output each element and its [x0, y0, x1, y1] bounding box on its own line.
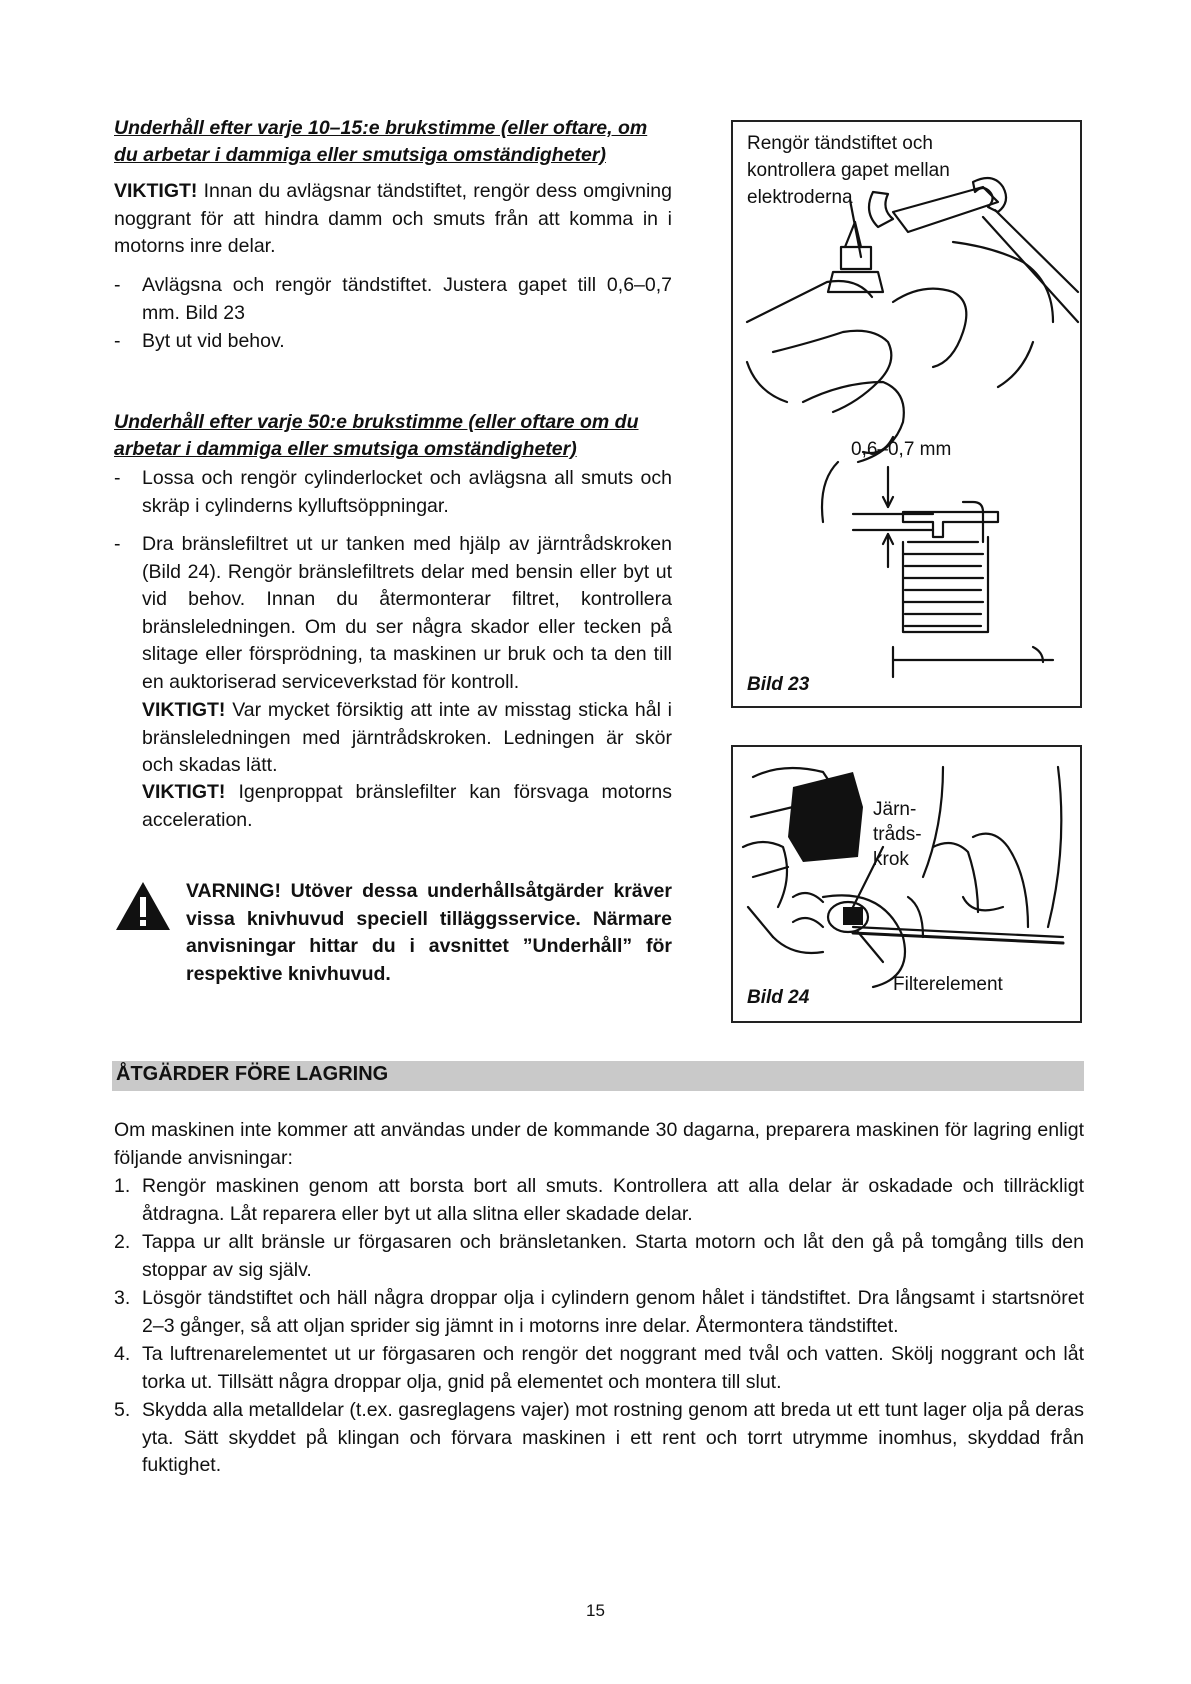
- page-number: 15: [586, 1601, 605, 1620]
- warning-text: VARNING! Utöver dessa underhållsåtgärder kräver vissa knivhuvud speciell tilläggsservice. Närmare anvisningar hittar du i avsnittet ”Underhåll” för respektive knivhuvud.: [186, 880, 672, 985]
- spark-plug-illustration: [733, 122, 1080, 706]
- section2-heading: Underhåll efter varje 50:e brukstimme (eller oftare om du arbetar i dammiga eller smutsiga omständigheter): [114, 411, 639, 460]
- list-item-text: Dra bränslefiltret ut ur tanken med hjälp av järntrådskroken (Bild 24). Rengör bränslefiltrets delar med bensin eller byt ut vid behov. Innan du återmonterar filtret, kontrollera bränsleledningen. Om du ser några skador eller tecken på slitage eller försprödning, ta maskinen ur bruk och ta den till en auktoriserad serviceverkstad för kontroll.: [142, 533, 672, 693]
- figure-23: [731, 120, 1082, 708]
- figure-24-label: Bild 24: [747, 987, 810, 1008]
- list-item: - Dra bränslefiltret ut ur tanken med hjälp av järntrådskroken (Bild 24). Rengör bränslefiltrets delar med bensin eller byt ut vid behov. Innan du återmonterar filtret, kontrollera bränsleledningen. Om du ser några skador eller tecken på slitage eller försprödning, ta maskinen ur bruk och ta den till en auktoriserad serviceverkstad för kontroll.: [114, 531, 672, 696]
- storage-step: 2. Tappa ur allt bränsle ur förgasaren och bränsletanken. Starta motorn och låt den gå på tomgång tills den stoppar av sig själv.: [114, 1229, 1084, 1284]
- section2-important-2: [142, 779, 672, 834]
- storage-step-text: Rengör maskinen genom att borsta bort all smuts. Kontrollera att alla delar är oskadade och tillräckligt åtdragna. Låt reparera eller byt ut alla slitna eller skadade delar.: [142, 1175, 1084, 1225]
- storage-step: 4. Ta luftrenarelementet ut ur förgasaren och rengör det noggrant med tvål och vatten. Skölj noggrant och låt torka ut. Tillsätt några droppar olja, gnid på elementet och montera till slut.: [114, 1341, 1084, 1396]
- important-label: VIKTIGT!: [142, 781, 226, 803]
- list-item-text: Lossa och rengör cylinderlocket och avlägsna all smuts och skräp i cylinderns kylluftsöppningar.: [142, 467, 672, 517]
- list-item: - Lossa och rengör cylinderlocket och avlägsna all smuts och skräp i cylinderns kylluftsöppningar.: [114, 465, 672, 520]
- important-text: Innan du avlägsnar tändstiftet, rengör dess omgivning noggrant för att hindra damm och smuts från att komma in i motorns inre delar.: [114, 180, 672, 257]
- storage-step: 3. Lösgör tändstiftet och häll några droppar olja i cylindern genom hålet i tändstiftet. Dra långsamt i startsnöret 2–3 gånger, så att oljan sprider sig jämnt in i motorns inre delar. Återmontera tändstiftet.: [114, 1285, 1084, 1340]
- important-label: VIKTIGT!: [142, 699, 226, 721]
- figure-23-gap-label: 0,6–0,7 mm: [851, 439, 952, 460]
- section1-heading: Underhåll efter varje 10–15:e brukstimme (eller oftare, om du arbetar i dammiga eller smutsiga omständigheter): [114, 117, 648, 166]
- storage-step-text: Ta luftrenarelementet ut ur förgasaren och rengör det noggrant med tvål och vatten. Skölj noggrant och låt torka ut. Tillsätt några droppar olja, gnid på elementet och montera till slut.: [142, 1343, 1084, 1393]
- storage-step: 1. Rengör maskinen genom att borsta bort all smuts. Kontrollera att alla delar är oskadade och tillräckligt åtdragna. Låt reparera eller byt ut alla slitna eller skadade delar.: [114, 1173, 1084, 1228]
- storage-heading-bar: [112, 1061, 1084, 1091]
- warning-icon: [114, 880, 172, 932]
- storage-heading: ÅTGÄRDER FÖRE LAGRING: [116, 1063, 389, 1085]
- list-item: - Byt ut vid behov.: [114, 328, 672, 356]
- important-text: Var mycket försiktig att inte av misstag sticka hål i bränsleledningen med järntrådskroken. Ledningen är skör och skadas lätt.: [142, 699, 672, 776]
- storage-step-text: Skydda alla metalldelar (t.ex. gasreglagens vajer) mot rostning genom att breda ut ett tunt lager olja på deras yta. Sätt skyddet på klingan och förvara maskinen i ett rent och torrt utrymme inomhus, skyddad från fuktighet.: [142, 1399, 1084, 1476]
- figure-23-caption: Rengör tändstiftet och kontrollera gapet mellan elektroderna: [747, 133, 950, 208]
- figure-23-label: Bild 23: [747, 674, 810, 695]
- figure-24: [731, 745, 1082, 1023]
- list-item: - Avlägsna och rengör tändstiftet. Justera gapet till 0,6–0,7 mm. Bild 23: [114, 272, 672, 327]
- important-text: Igenproppat bränslefilter kan försvaga motorns acceleration.: [142, 781, 673, 831]
- figure-24-hook-label: Järn- tråds- krok: [873, 799, 922, 870]
- section1-important: [114, 178, 672, 261]
- section2-important-1: [142, 697, 672, 780]
- storage-step-text: Tappa ur allt bränsle ur förgasaren och bränsletanken. Starta motorn och låt den gå på tomgång tills den stoppar av sig själv.: [142, 1231, 1084, 1281]
- storage-intro: Om maskinen inte kommer att användas under de kommande 30 dagarna, preparera maskinen för lagring enligt följande anvisningar:: [114, 1119, 1084, 1169]
- storage-step-text: Lösgör tändstiftet och häll några droppar olja i cylindern genom hålet i tändstiftet. Dra långsamt i startsnöret 2–3 gånger, så att oljan sprider sig jämnt in i motorns inre delar. Återmontera tändstiftet.: [142, 1287, 1084, 1337]
- important-label: VIKTIGT!: [114, 180, 198, 202]
- storage-step: 5. Skydda alla metalldelar (t.ex. gasreglagens vajer) mot rostning genom att breda ut ett tunt lager olja på deras yta. Sätt skyddet på klingan och förvara maskinen i ett rent och torrt utrymme inomhus, skyddad från fuktighet.: [114, 1397, 1084, 1480]
- list-item-text: Avlägsna och rengör tändstiftet. Justera gapet till 0,6–0,7 mm. Bild 23: [142, 274, 672, 324]
- figure-24-filter-label: Filterelement: [893, 974, 1003, 995]
- list-item-text: Byt ut vid behov.: [142, 330, 285, 352]
